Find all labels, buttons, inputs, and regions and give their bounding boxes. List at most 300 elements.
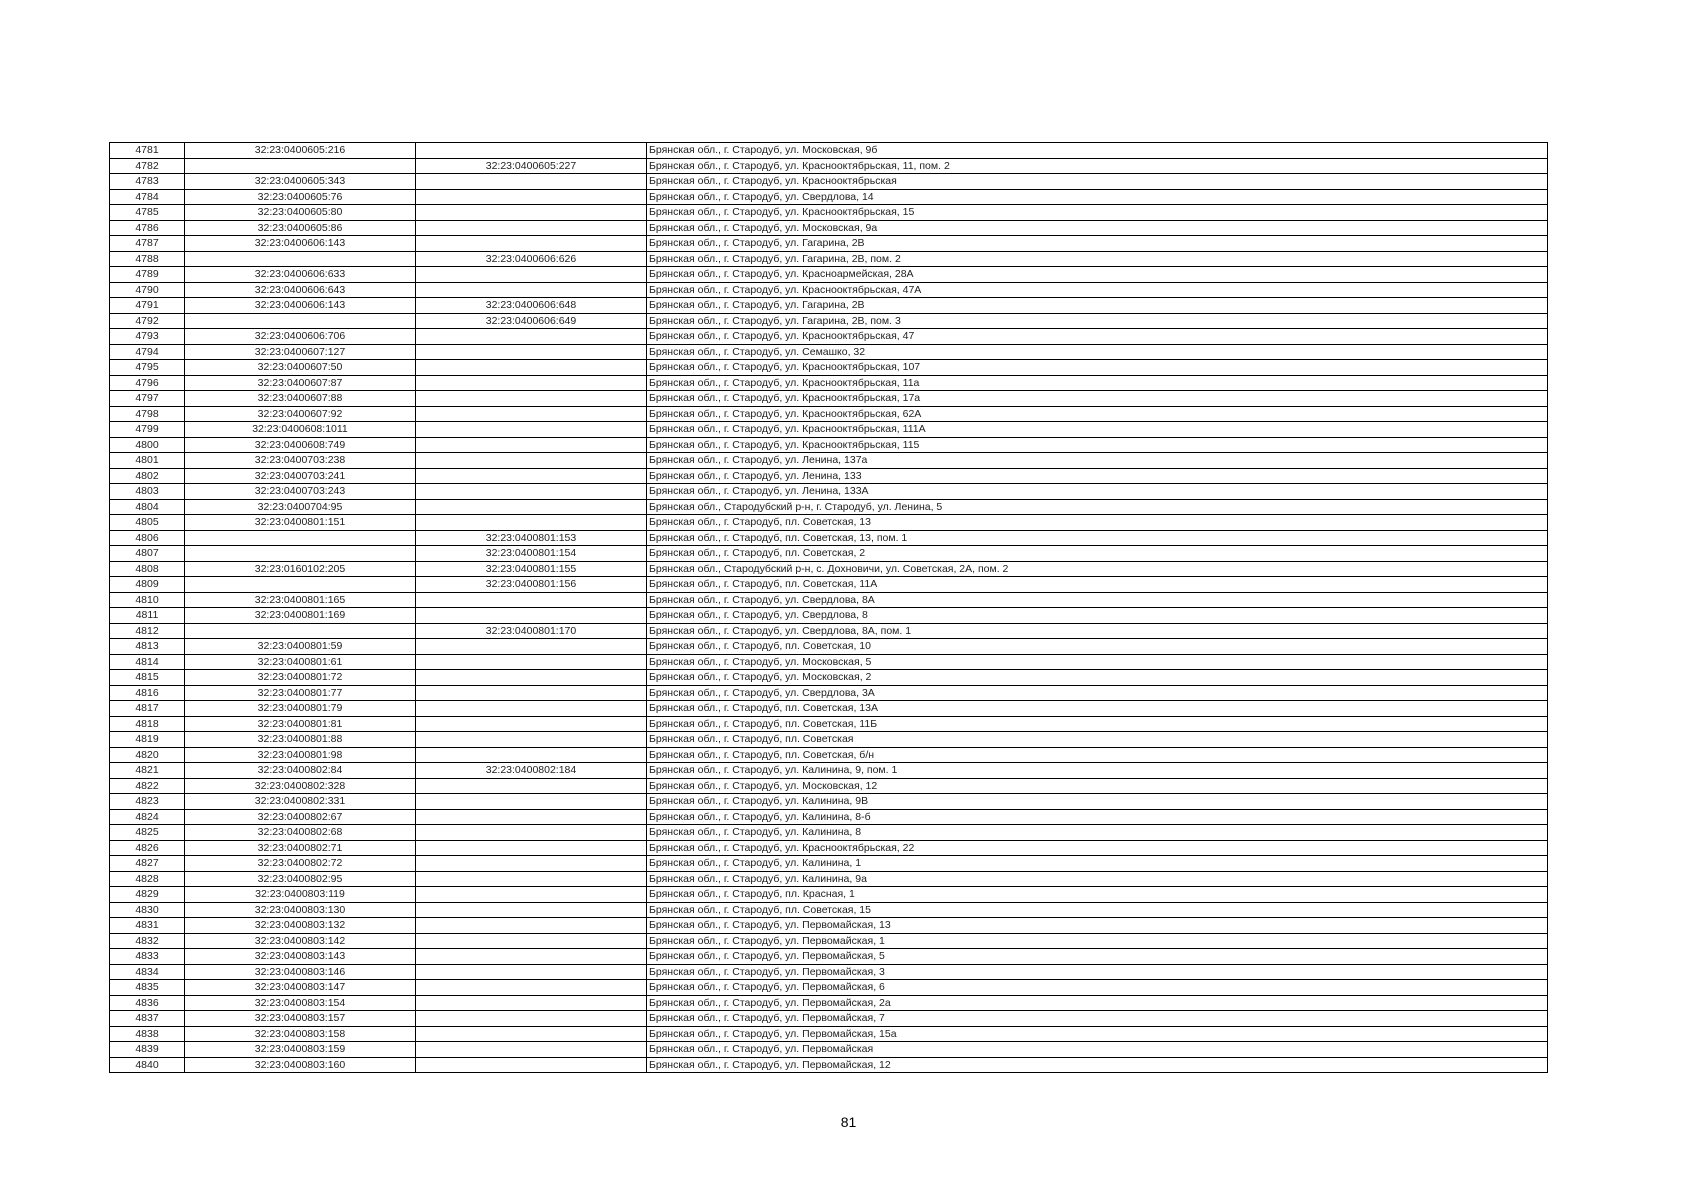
address-cell: Брянская обл., г. Стародуб, ул. Свердлова, 14 [647,189,1548,205]
table-row [110,561,1548,577]
related-cadastral-number-cell [416,732,647,748]
address-cell: Брянская обл., г. Стародуб, ул. Краснооктябрьская, 115 [647,437,1548,453]
related-cadastral-number-cell: 32:23:0400606:648 [416,298,647,314]
address-cell: Брянская обл., г. Стародуб, ул. Свердлова, 3А [647,685,1548,701]
address-cell: Брянская обл., г. Стародуб, пл. Советская, 11Б [647,716,1548,732]
address-cell: Брянская обл., г. Стародуб, ул. Краснооктябрьская, 17а [647,391,1548,407]
cadastral-number-cell: 32:23:0400703:241 [185,468,416,484]
related-cadastral-number-cell [416,716,647,732]
related-cadastral-number-cell [416,499,647,515]
related-cadastral-number-cell [416,670,647,686]
address-cell: Брянская обл., г. Стародуб, ул. Ленина, 133 [647,468,1548,484]
cadastral-number-cell: 32:23:0400803:146 [185,964,416,980]
related-cadastral-number-cell: 32:23:0400606:649 [416,313,647,329]
address-cell: Брянская обл., г. Стародуб, пл. Советская, 11А [647,577,1548,593]
address-cell: Брянская обл., г. Стародуб, ул. Первомайская, 6 [647,980,1548,996]
cadastral-number-cell: 32:23:0400801:81 [185,716,416,732]
address-cell: Брянская обл., г. Стародуб, ул. Калинина, 9В [647,794,1548,810]
table-row [110,437,1548,453]
table-row [110,406,1548,422]
related-cadastral-number-cell: 32:23:0400801:170 [416,623,647,639]
table-row [110,577,1548,593]
row-number-cell: 4824 [110,809,185,825]
related-cadastral-number-cell [416,391,647,407]
row-number-cell: 4810 [110,592,185,608]
related-cadastral-number-cell [416,747,647,763]
row-number-cell: 4819 [110,732,185,748]
address-cell: Брянская обл., г. Стародуб, ул. Первомайская, 12 [647,1057,1548,1073]
related-cadastral-number-cell [416,329,647,345]
row-number-cell: 4830 [110,902,185,918]
row-number-cell: 4838 [110,1026,185,1042]
address-cell: Брянская обл., г. Стародуб, ул. Первомайская, 5 [647,949,1548,965]
related-cadastral-number-cell [416,515,647,531]
row-number-cell: 4784 [110,189,185,205]
related-cadastral-number-cell [416,220,647,236]
row-number-cell: 4805 [110,515,185,531]
address-cell: Брянская обл., г. Стародуб, ул. Семашко, 32 [647,344,1548,360]
table-row [110,980,1548,996]
related-cadastral-number-cell [416,995,647,1011]
table-row [110,499,1548,515]
related-cadastral-number-cell [416,205,647,221]
related-cadastral-number-cell [416,887,647,903]
related-cadastral-number-cell [416,375,647,391]
related-cadastral-number-cell [416,980,647,996]
cadastral-number-cell: 32:23:0400803:119 [185,887,416,903]
table-row [110,608,1548,624]
row-number-cell: 4829 [110,887,185,903]
table-row [110,918,1548,934]
row-number-cell: 4809 [110,577,185,593]
row-number-cell: 4825 [110,825,185,841]
table-row [110,360,1548,376]
cadastral-number-cell: 32:23:0400801:59 [185,639,416,655]
table-row [110,871,1548,887]
cadastral-number-cell: 32:23:0400607:50 [185,360,416,376]
row-number-cell: 4782 [110,158,185,174]
address-cell: Брянская обл., г. Стародуб, пл. Советская, 15 [647,902,1548,918]
table-row [110,887,1548,903]
row-number-cell: 4793 [110,329,185,345]
table-row [110,933,1548,949]
related-cadastral-number-cell: 32:23:0400801:154 [416,546,647,562]
address-cell: Брянская обл., г. Стародуб, ул. Московская, 9б [647,143,1548,159]
cadastral-number-cell: 32:23:0400801:151 [185,515,416,531]
table-row [110,654,1548,670]
table-row [110,747,1548,763]
related-cadastral-number-cell [416,236,647,252]
related-cadastral-number-cell: 32:23:0400801:153 [416,530,647,546]
table-row [110,236,1548,252]
table-row [110,639,1548,655]
cadastral-number-cell [185,158,416,174]
row-number-cell: 4821 [110,763,185,779]
row-number-cell: 4783 [110,174,185,190]
row-number-cell: 4837 [110,1011,185,1027]
row-number-cell: 4781 [110,143,185,159]
related-cadastral-number-cell [416,344,647,360]
cadastral-number-cell: 32:23:0400608:749 [185,437,416,453]
table-row [110,267,1548,283]
related-cadastral-number-cell [416,484,647,500]
related-cadastral-number-cell [416,143,647,159]
related-cadastral-number-cell: 32:23:0400606:626 [416,251,647,267]
address-cell: Брянская обл., г. Стародуб, ул. Калинина, 9а [647,871,1548,887]
address-cell: Брянская обл., г. Стародуб, ул. Первомайская, 2а [647,995,1548,1011]
row-number-cell: 4797 [110,391,185,407]
related-cadastral-number-cell [416,608,647,624]
address-cell: Брянская обл., г. Стародуб, ул. Свердлова, 8А [647,592,1548,608]
address-cell: Брянская обл., г. Стародуб, пл. Советская, б/н [647,747,1548,763]
row-number-cell: 4832 [110,933,185,949]
cadastral-number-cell: 32:23:0400606:633 [185,267,416,283]
row-number-cell: 4818 [110,716,185,732]
row-number-cell: 4803 [110,484,185,500]
cadastral-number-cell [185,530,416,546]
table-row [110,453,1548,469]
table-row [110,763,1548,779]
related-cadastral-number-cell [416,1042,647,1058]
table-row [110,158,1548,174]
row-number-cell: 4802 [110,468,185,484]
table-row [110,809,1548,825]
cadastral-number-cell: 32:23:0400801:72 [185,670,416,686]
address-cell: Брянская обл., г. Стародуб, ул. Краснооктябрьская, 62А [647,406,1548,422]
address-cell: Брянская обл., г. Стародуб, пл. Советская, 13, пом. 1 [647,530,1548,546]
address-cell: Брянская обл., г. Стародуб, ул. Ленина, 133А [647,484,1548,500]
table-row [110,344,1548,360]
cadastral-number-cell: 32:23:0400605:86 [185,220,416,236]
row-number-cell: 4787 [110,236,185,252]
cadastral-number-cell: 32:23:0400803:130 [185,902,416,918]
table-row [110,484,1548,500]
cadastral-number-cell: 32:23:0400803:159 [185,1042,416,1058]
address-cell: Брянская обл., г. Стародуб, ул. Первомайская [647,1042,1548,1058]
related-cadastral-number-cell [416,840,647,856]
related-cadastral-number-cell [416,453,647,469]
row-number-cell: 4795 [110,360,185,376]
cadastral-number-cell: 32:23:0400703:243 [185,484,416,500]
row-number-cell: 4831 [110,918,185,934]
related-cadastral-number-cell [416,1026,647,1042]
related-cadastral-number-cell [416,933,647,949]
cadastral-number-cell: 32:23:0400607:88 [185,391,416,407]
table-row [110,468,1548,484]
row-number-cell: 4806 [110,530,185,546]
table-row [110,856,1548,872]
related-cadastral-number-cell [416,871,647,887]
cadastral-number-cell: 32:23:0400607:127 [185,344,416,360]
row-number-cell: 4811 [110,608,185,624]
related-cadastral-number-cell [416,794,647,810]
address-cell: Брянская обл., г. Стародуб, ул. Калинина, 8-б [647,809,1548,825]
related-cadastral-number-cell [416,685,647,701]
table-row [110,670,1548,686]
table-row [110,949,1548,965]
address-cell: Брянская обл., г. Стародуб, пл. Советская, 10 [647,639,1548,655]
table-row [110,422,1548,438]
address-cell: Брянская обл., г. Стародуб, пл. Советская [647,732,1548,748]
related-cadastral-number-cell [416,406,647,422]
row-number-cell: 4792 [110,313,185,329]
cadastral-number-cell: 32:23:0400801:79 [185,701,416,717]
related-cadastral-number-cell [416,422,647,438]
row-number-cell: 4814 [110,654,185,670]
cadastral-number-cell: 32:23:0400803:143 [185,949,416,965]
cadastral-number-cell: 32:23:0400607:87 [185,375,416,391]
related-cadastral-number-cell [416,468,647,484]
related-cadastral-number-cell [416,360,647,376]
address-cell: Брянская обл., г. Стародуб, ул. Ленина, 137а [647,453,1548,469]
cadastral-number-cell: 32:23:0400606:143 [185,236,416,252]
table-row [110,1042,1548,1058]
table-row [110,592,1548,608]
cadastral-number-cell: 32:23:0400801:165 [185,592,416,608]
table-row [110,716,1548,732]
row-number-cell: 4816 [110,685,185,701]
address-cell: Брянская обл., г. Стародуб, ул. Краснооктябрьская, 22 [647,840,1548,856]
related-cadastral-number-cell [416,282,647,298]
table-row [110,964,1548,980]
cadastral-number-cell: 32:23:0400801:77 [185,685,416,701]
cadastral-number-cell: 32:23:0400801:169 [185,608,416,624]
table-body [110,143,1548,1073]
address-cell: Брянская обл., г. Стародуб, ул. Краснооктябрьская, 11, пом. 2 [647,158,1548,174]
cadastral-number-cell: 32:23:0400608:1011 [185,422,416,438]
cadastral-number-cell: 32:23:0400803:154 [185,995,416,1011]
table-row [110,825,1548,841]
cadastral-number-cell: 32:23:0400607:92 [185,406,416,422]
table-row [110,375,1548,391]
address-cell: Брянская обл., г. Стародуб, ул. Московская, 2 [647,670,1548,686]
row-number-cell: 4794 [110,344,185,360]
address-cell: Брянская обл., г. Стародуб, ул. Калинина, 1 [647,856,1548,872]
related-cadastral-number-cell [416,592,647,608]
related-cadastral-number-cell [416,267,647,283]
table-row [110,391,1548,407]
address-cell: Брянская обл., г. Стародуб, ул. Краснооктябрьская, 47 [647,329,1548,345]
address-cell: Брянская обл., г. Стародуб, ул. Краснооктябрьская [647,174,1548,190]
row-number-cell: 4788 [110,251,185,267]
table-row [110,220,1548,236]
table-row [110,732,1548,748]
row-number-cell: 4840 [110,1057,185,1073]
table-row [110,794,1548,810]
related-cadastral-number-cell [416,639,647,655]
table-row [110,282,1548,298]
related-cadastral-number-cell [416,654,647,670]
related-cadastral-number-cell [416,778,647,794]
address-cell: Брянская обл., г. Стародуб, ул. Гагарина, 2В [647,298,1548,314]
related-cadastral-number-cell [416,902,647,918]
row-number-cell: 4808 [110,561,185,577]
row-number-cell: 4790 [110,282,185,298]
cadastral-number-cell: 32:23:0400605:343 [185,174,416,190]
page-number: 81 [840,1114,857,1130]
cadastral-number-cell: 32:23:0400803:158 [185,1026,416,1042]
related-cadastral-number-cell [416,437,647,453]
related-cadastral-number-cell [416,825,647,841]
row-number-cell: 4799 [110,422,185,438]
cadastral-number-cell: 32:23:0400801:61 [185,654,416,670]
cadastral-number-cell: 32:23:0400802:71 [185,840,416,856]
table-row [110,902,1548,918]
address-cell: Брянская обл., г. Стародуб, ул. Гагарина, 2В, пом. 3 [647,313,1548,329]
related-cadastral-number-cell [416,1011,647,1027]
address-cell: Брянская обл., г. Стародуб, ул. Московская, 9а [647,220,1548,236]
cadastral-number-cell: 32:23:0400803:147 [185,980,416,996]
related-cadastral-number-cell [416,1057,647,1073]
address-cell: Брянская обл., г. Стародуб, ул. Первомайская, 13 [647,918,1548,934]
cadastral-number-cell: 32:23:0400703:238 [185,453,416,469]
table-row [110,329,1548,345]
cadastral-number-cell: 32:23:0400802:67 [185,809,416,825]
row-number-cell: 4796 [110,375,185,391]
address-cell: Брянская обл., г. Стародуб, пл. Красная, 1 [647,887,1548,903]
table-row [110,530,1548,546]
row-number-cell: 4826 [110,840,185,856]
row-number-cell: 4807 [110,546,185,562]
cadastral-number-cell [185,251,416,267]
cadastral-number-cell [185,546,416,562]
address-cell: Брянская обл., г. Стародуб, ул. Московская, 12 [647,778,1548,794]
cadastral-number-cell [185,623,416,639]
address-cell: Брянская обл., г. Стародуб, ул. Гагарина, 2В [647,236,1548,252]
row-number-cell: 4833 [110,949,185,965]
cadastral-number-cell: 32:23:0160102:205 [185,561,416,577]
address-cell: Брянская обл., г. Стародуб, пл. Советская, 13 [647,515,1548,531]
related-cadastral-number-cell [416,964,647,980]
address-cell: Брянская обл., г. Стародуб, ул. Калинина, 9, пом. 1 [647,763,1548,779]
related-cadastral-number-cell [416,856,647,872]
row-number-cell: 4820 [110,747,185,763]
cadastral-number-cell: 32:23:0400803:157 [185,1011,416,1027]
row-number-cell: 4827 [110,856,185,872]
row-number-cell: 4812 [110,623,185,639]
cadastral-number-cell: 32:23:0400606:643 [185,282,416,298]
table-row [110,701,1548,717]
related-cadastral-number-cell: 32:23:0400801:156 [416,577,647,593]
cadastral-number-cell: 32:23:0400802:95 [185,871,416,887]
address-cell: Брянская обл., г. Стародуб, ул. Краснооктябрьская, 15 [647,205,1548,221]
table-row [110,313,1548,329]
related-cadastral-number-cell [416,809,647,825]
table-row [110,143,1548,159]
related-cadastral-number-cell: 32:23:0400802:184 [416,763,647,779]
address-cell: Брянская обл., г. Стародуб, ул. Первомайская, 7 [647,1011,1548,1027]
address-cell: Брянская обл., г. Стародуб, ул. Свердлова, 8 [647,608,1548,624]
related-cadastral-number-cell [416,189,647,205]
cadastral-number-cell: 32:23:0400606:143 [185,298,416,314]
property-register-table [109,142,1548,1073]
address-cell: Брянская обл., г. Стародуб, ул. Гагарина, 2В, пом. 2 [647,251,1548,267]
table-row [110,623,1548,639]
address-cell: Брянская обл., г. Стародуб, ул. Первомайская, 15а [647,1026,1548,1042]
table-row [110,685,1548,701]
address-cell: Брянская обл., г. Стародуб, ул. Свердлова, 8А, пом. 1 [647,623,1548,639]
row-number-cell: 4804 [110,499,185,515]
address-cell: Брянская обл., Стародубский р-н, с. Дохновичи, ул. Советская, 2А, пом. 2 [647,561,1548,577]
address-cell: Брянская обл., г. Стародуб, ул. Краснооктябрьская, 47А [647,282,1548,298]
row-number-cell: 4789 [110,267,185,283]
related-cadastral-number-cell: 32:23:0400801:155 [416,561,647,577]
related-cadastral-number-cell: 32:23:0400605:227 [416,158,647,174]
address-cell: Брянская обл., г. Стародуб, пл. Советская, 2 [647,546,1548,562]
address-cell: Брянская обл., Стародубский р-н, г. Стародуб, ул. Ленина, 5 [647,499,1548,515]
table-row [110,298,1548,314]
table-row [110,840,1548,856]
row-number-cell: 4800 [110,437,185,453]
cadastral-number-cell [185,313,416,329]
table-row [110,205,1548,221]
table-row [110,546,1548,562]
row-number-cell: 4836 [110,995,185,1011]
table-row [110,251,1548,267]
row-number-cell: 4813 [110,639,185,655]
row-number-cell: 4815 [110,670,185,686]
cadastral-number-cell [185,577,416,593]
row-number-cell: 4791 [110,298,185,314]
cadastral-number-cell: 32:23:0400803:142 [185,933,416,949]
row-number-cell: 4823 [110,794,185,810]
cadastral-number-cell: 32:23:0400605:76 [185,189,416,205]
cadastral-number-cell: 32:23:0400606:706 [185,329,416,345]
cadastral-number-cell: 32:23:0400704:95 [185,499,416,515]
table-row [110,515,1548,531]
table-row [110,1057,1548,1073]
address-cell: Брянская обл., г. Стародуб, ул. Первомайская, 1 [647,933,1548,949]
related-cadastral-number-cell [416,701,647,717]
cadastral-number-cell: 32:23:0400801:98 [185,747,416,763]
table-row [110,174,1548,190]
table-row [110,1026,1548,1042]
cadastral-number-cell: 32:23:0400605:80 [185,205,416,221]
address-cell: Брянская обл., г. Стародуб, ул. Краснооктябрьская, 111А [647,422,1548,438]
cadastral-number-cell: 32:23:0400802:328 [185,778,416,794]
cadastral-number-cell: 32:23:0400605:216 [185,143,416,159]
table-row [110,778,1548,794]
table-row [110,995,1548,1011]
cadastral-number-cell: 32:23:0400802:68 [185,825,416,841]
address-cell: Брянская обл., г. Стародуб, ул. Калинина, 8 [647,825,1548,841]
cadastral-number-cell: 32:23:0400803:160 [185,1057,416,1073]
cadastral-number-cell: 32:23:0400803:132 [185,918,416,934]
row-number-cell: 4801 [110,453,185,469]
related-cadastral-number-cell [416,949,647,965]
row-number-cell: 4822 [110,778,185,794]
address-cell: Брянская обл., г. Стародуб, ул. Московская, 5 [647,654,1548,670]
row-number-cell: 4786 [110,220,185,236]
cadastral-number-cell: 32:23:0400802:72 [185,856,416,872]
related-cadastral-number-cell [416,918,647,934]
cadastral-number-cell: 32:23:0400802:331 [185,794,416,810]
table-row [110,1011,1548,1027]
row-number-cell: 4839 [110,1042,185,1058]
address-cell: Брянская обл., г. Стародуб, ул. Краснооктябрьская, 11а [647,375,1548,391]
cadastral-number-cell: 32:23:0400802:84 [185,763,416,779]
row-number-cell: 4785 [110,205,185,221]
related-cadastral-number-cell [416,174,647,190]
row-number-cell: 4835 [110,980,185,996]
address-cell: Брянская обл., г. Стародуб, ул. Красноармейская, 28А [647,267,1548,283]
table-row [110,189,1548,205]
row-number-cell: 4817 [110,701,185,717]
cadastral-number-cell: 32:23:0400801:88 [185,732,416,748]
address-cell: Брянская обл., г. Стародуб, ул. Краснооктябрьская, 107 [647,360,1548,376]
row-number-cell: 4834 [110,964,185,980]
row-number-cell: 4828 [110,871,185,887]
